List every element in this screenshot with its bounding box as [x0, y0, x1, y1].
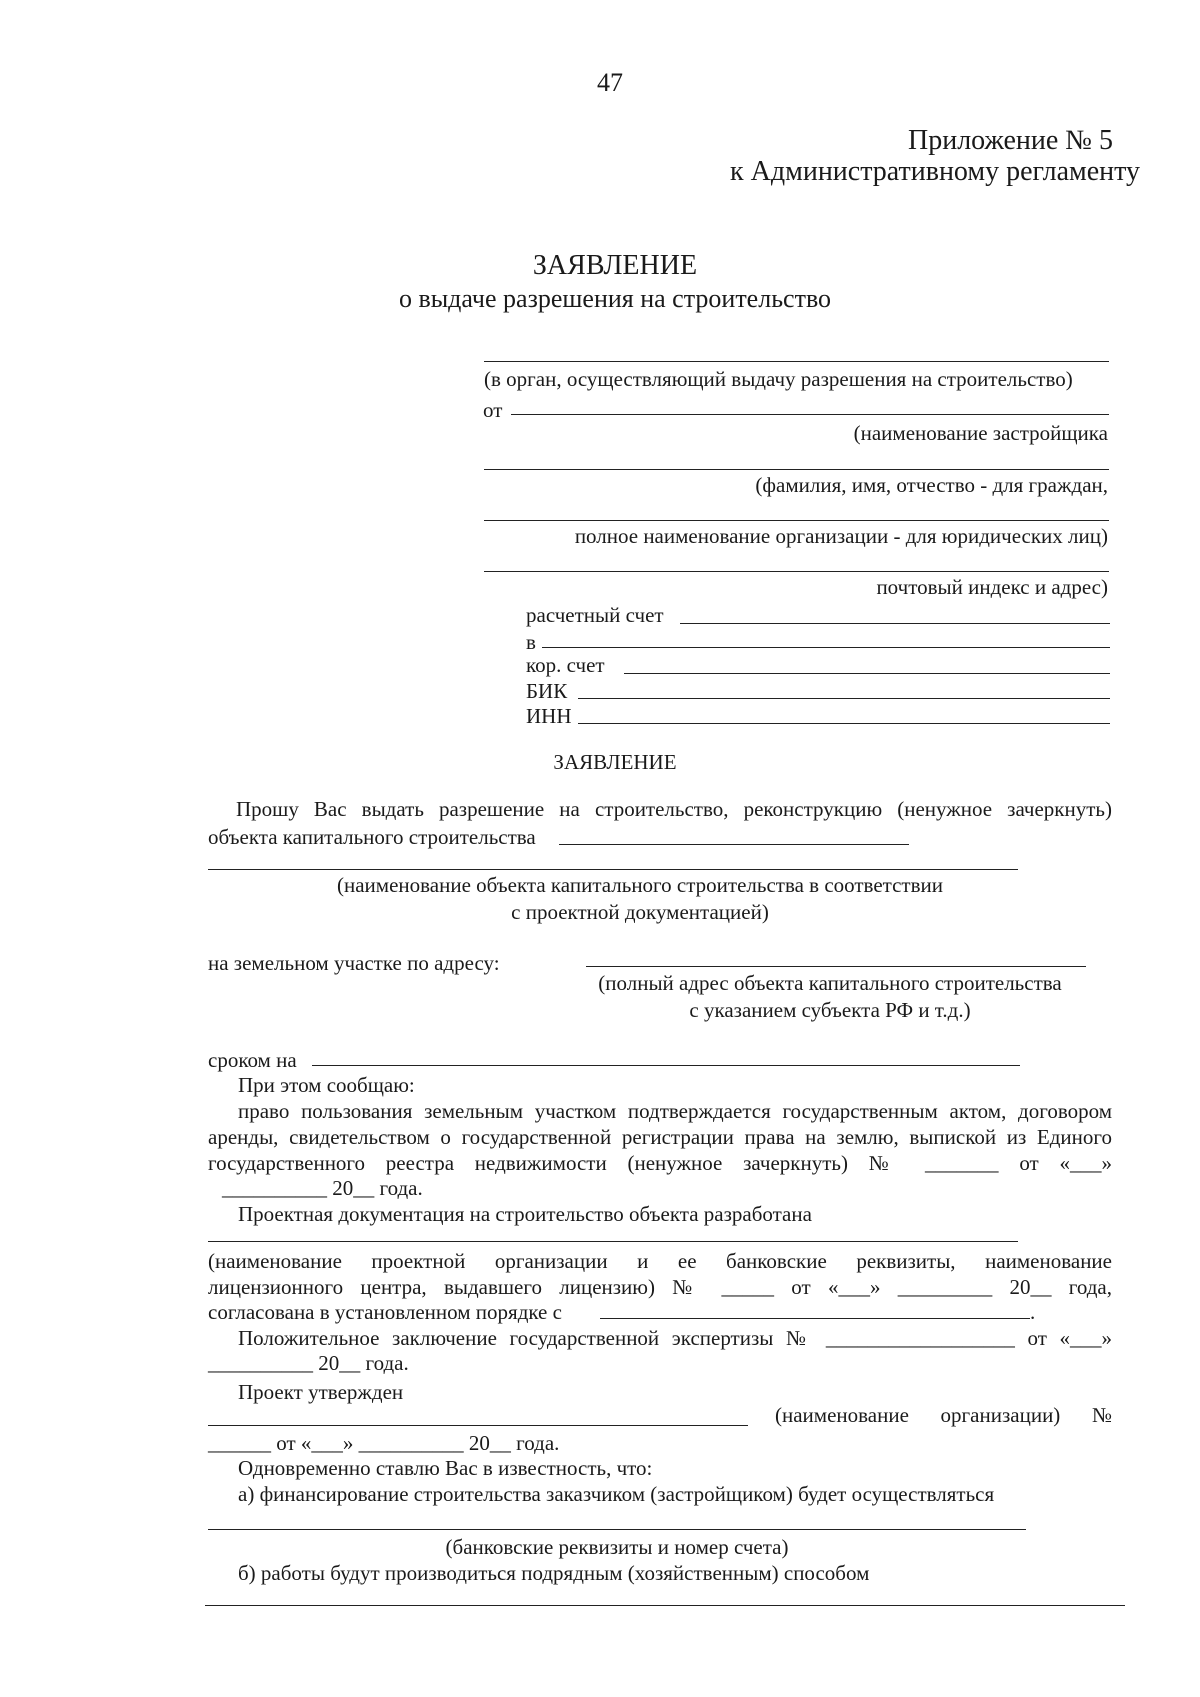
appendix-number: Приложение № 5 — [908, 125, 1113, 156]
request-line-1: Прошу Вас выдать разрешение на строительство, реконструкцию (ненужное зачеркнуть) — [236, 797, 1112, 821]
notify-text: Одновременно ставлю Вас в известность, что: — [238, 1456, 653, 1480]
term-field-line[interactable] — [312, 1065, 1020, 1066]
organ-field-line[interactable] — [484, 361, 1109, 362]
expertise-line-2: __________ 20__ года. — [208, 1351, 409, 1375]
approved-org-caption: (наименование организации) № — [775, 1403, 1112, 1427]
corr-account-field-line[interactable] — [624, 673, 1110, 674]
approved-text: Проект утвержден — [238, 1380, 404, 1404]
bank-in-field-line[interactable] — [542, 647, 1110, 648]
corr-account-label: кор. счет — [526, 653, 605, 677]
address-caption-1: (полный адрес объекта капитального строительства — [598, 971, 1062, 995]
works-field-line[interactable] — [205, 1605, 1125, 1606]
developer-field-line[interactable] — [511, 414, 1109, 415]
financing-text: а) финансирование строительства заказчиком (застройщиком) будет осуществляться — [238, 1482, 995, 1506]
design-line-3: согласована в установленном порядке с — [208, 1300, 562, 1324]
object-field-line-2[interactable] — [208, 869, 1018, 870]
inform-text: При этом сообщаю: — [238, 1073, 415, 1097]
works-text: б) работы будут производиться подрядным (хозяйственным) способом — [238, 1561, 870, 1585]
request-line-2: объекта капитального строительства — [208, 825, 536, 849]
fio-caption: (фамилия, имя, отчество - для граждан, — [755, 473, 1108, 497]
bank-in-label: в — [526, 630, 536, 654]
expertise-line-1: Положительное заключение государственной экспертизы № __________________ от «___» — [238, 1326, 1112, 1350]
account-field-line[interactable] — [680, 623, 1110, 624]
title: ЗАЯВЛЕНИЕ — [532, 250, 698, 281]
rights-line-3: государственного реестра недвижимости (ненужное зачеркнуть) № _______ от «___» — [208, 1151, 1112, 1175]
inn-label: ИНН — [526, 704, 572, 728]
design-line-1: (наименование проектной организации и ее банковские реквизиты, наименование — [208, 1249, 1112, 1273]
rights-line-1: право пользования земельным участком подтверждается государственным актом, договором — [238, 1099, 1112, 1123]
body-heading: ЗАЯВЛЕНИЕ — [553, 750, 677, 774]
address-field-line[interactable] — [484, 571, 1109, 572]
rights-line-4: __________ 20__ года. — [222, 1176, 423, 1200]
land-address-field-line[interactable] — [586, 966, 1086, 967]
project-docs-text: Проектная документация на строительство объекта разработана — [238, 1202, 812, 1226]
account-label: расчетный счет — [526, 603, 664, 627]
approved-date: ______ от «___» __________ 20__ года. — [208, 1431, 560, 1455]
developer-caption: (наименование застройщика — [853, 421, 1108, 445]
fio-field-line[interactable] — [484, 469, 1109, 470]
bank-details-caption: (банковские реквизиты и номер счета) — [445, 1535, 789, 1559]
address-caption: почтовый индекс и адрес) — [876, 575, 1108, 599]
bank-details-field-line[interactable] — [208, 1529, 1026, 1530]
org-caption: полное наименование организации - для юридических лиц) — [574, 524, 1108, 548]
appendix-to: к Административному регламенту — [730, 156, 1140, 187]
subtitle: о выдаче разрешения на строительство — [398, 284, 832, 313]
organ-caption: (в орган, осуществляющий выдачу разрешения на строительство) — [484, 367, 1073, 391]
design-line-2: лицензионного центра, выдавшего лицензию) № _____ от «___» _________ 20__ года, — [208, 1275, 1112, 1299]
term-label: сроком на — [208, 1048, 297, 1072]
from-label: от — [483, 398, 503, 422]
inn-field-line[interactable] — [578, 723, 1110, 724]
object-field-line-1[interactable] — [559, 844, 909, 845]
bik-field-line[interactable] — [578, 698, 1110, 699]
approved-org-field-line[interactable] — [208, 1425, 748, 1426]
object-caption-2: с проектной документацией) — [511, 900, 769, 924]
rights-line-2: аренды, свидетельством о государственной регистрации права на землю, выпиской из Единого — [208, 1125, 1112, 1149]
page-number: 47 — [597, 68, 623, 97]
land-label: на земельном участке по адресу: — [208, 951, 500, 975]
design-org-field-line[interactable] — [208, 1241, 1018, 1242]
org-field-line[interactable] — [484, 520, 1109, 521]
object-caption-1: (наименование объекта капитального строительства в соответствии — [337, 873, 943, 897]
bik-label: БИК — [526, 679, 568, 703]
address-caption-2: с указанием субъекта РФ и т.д.) — [689, 998, 971, 1022]
design-line-3-end: . — [1030, 1300, 1036, 1324]
agreed-with-field-line[interactable] — [600, 1318, 1030, 1319]
